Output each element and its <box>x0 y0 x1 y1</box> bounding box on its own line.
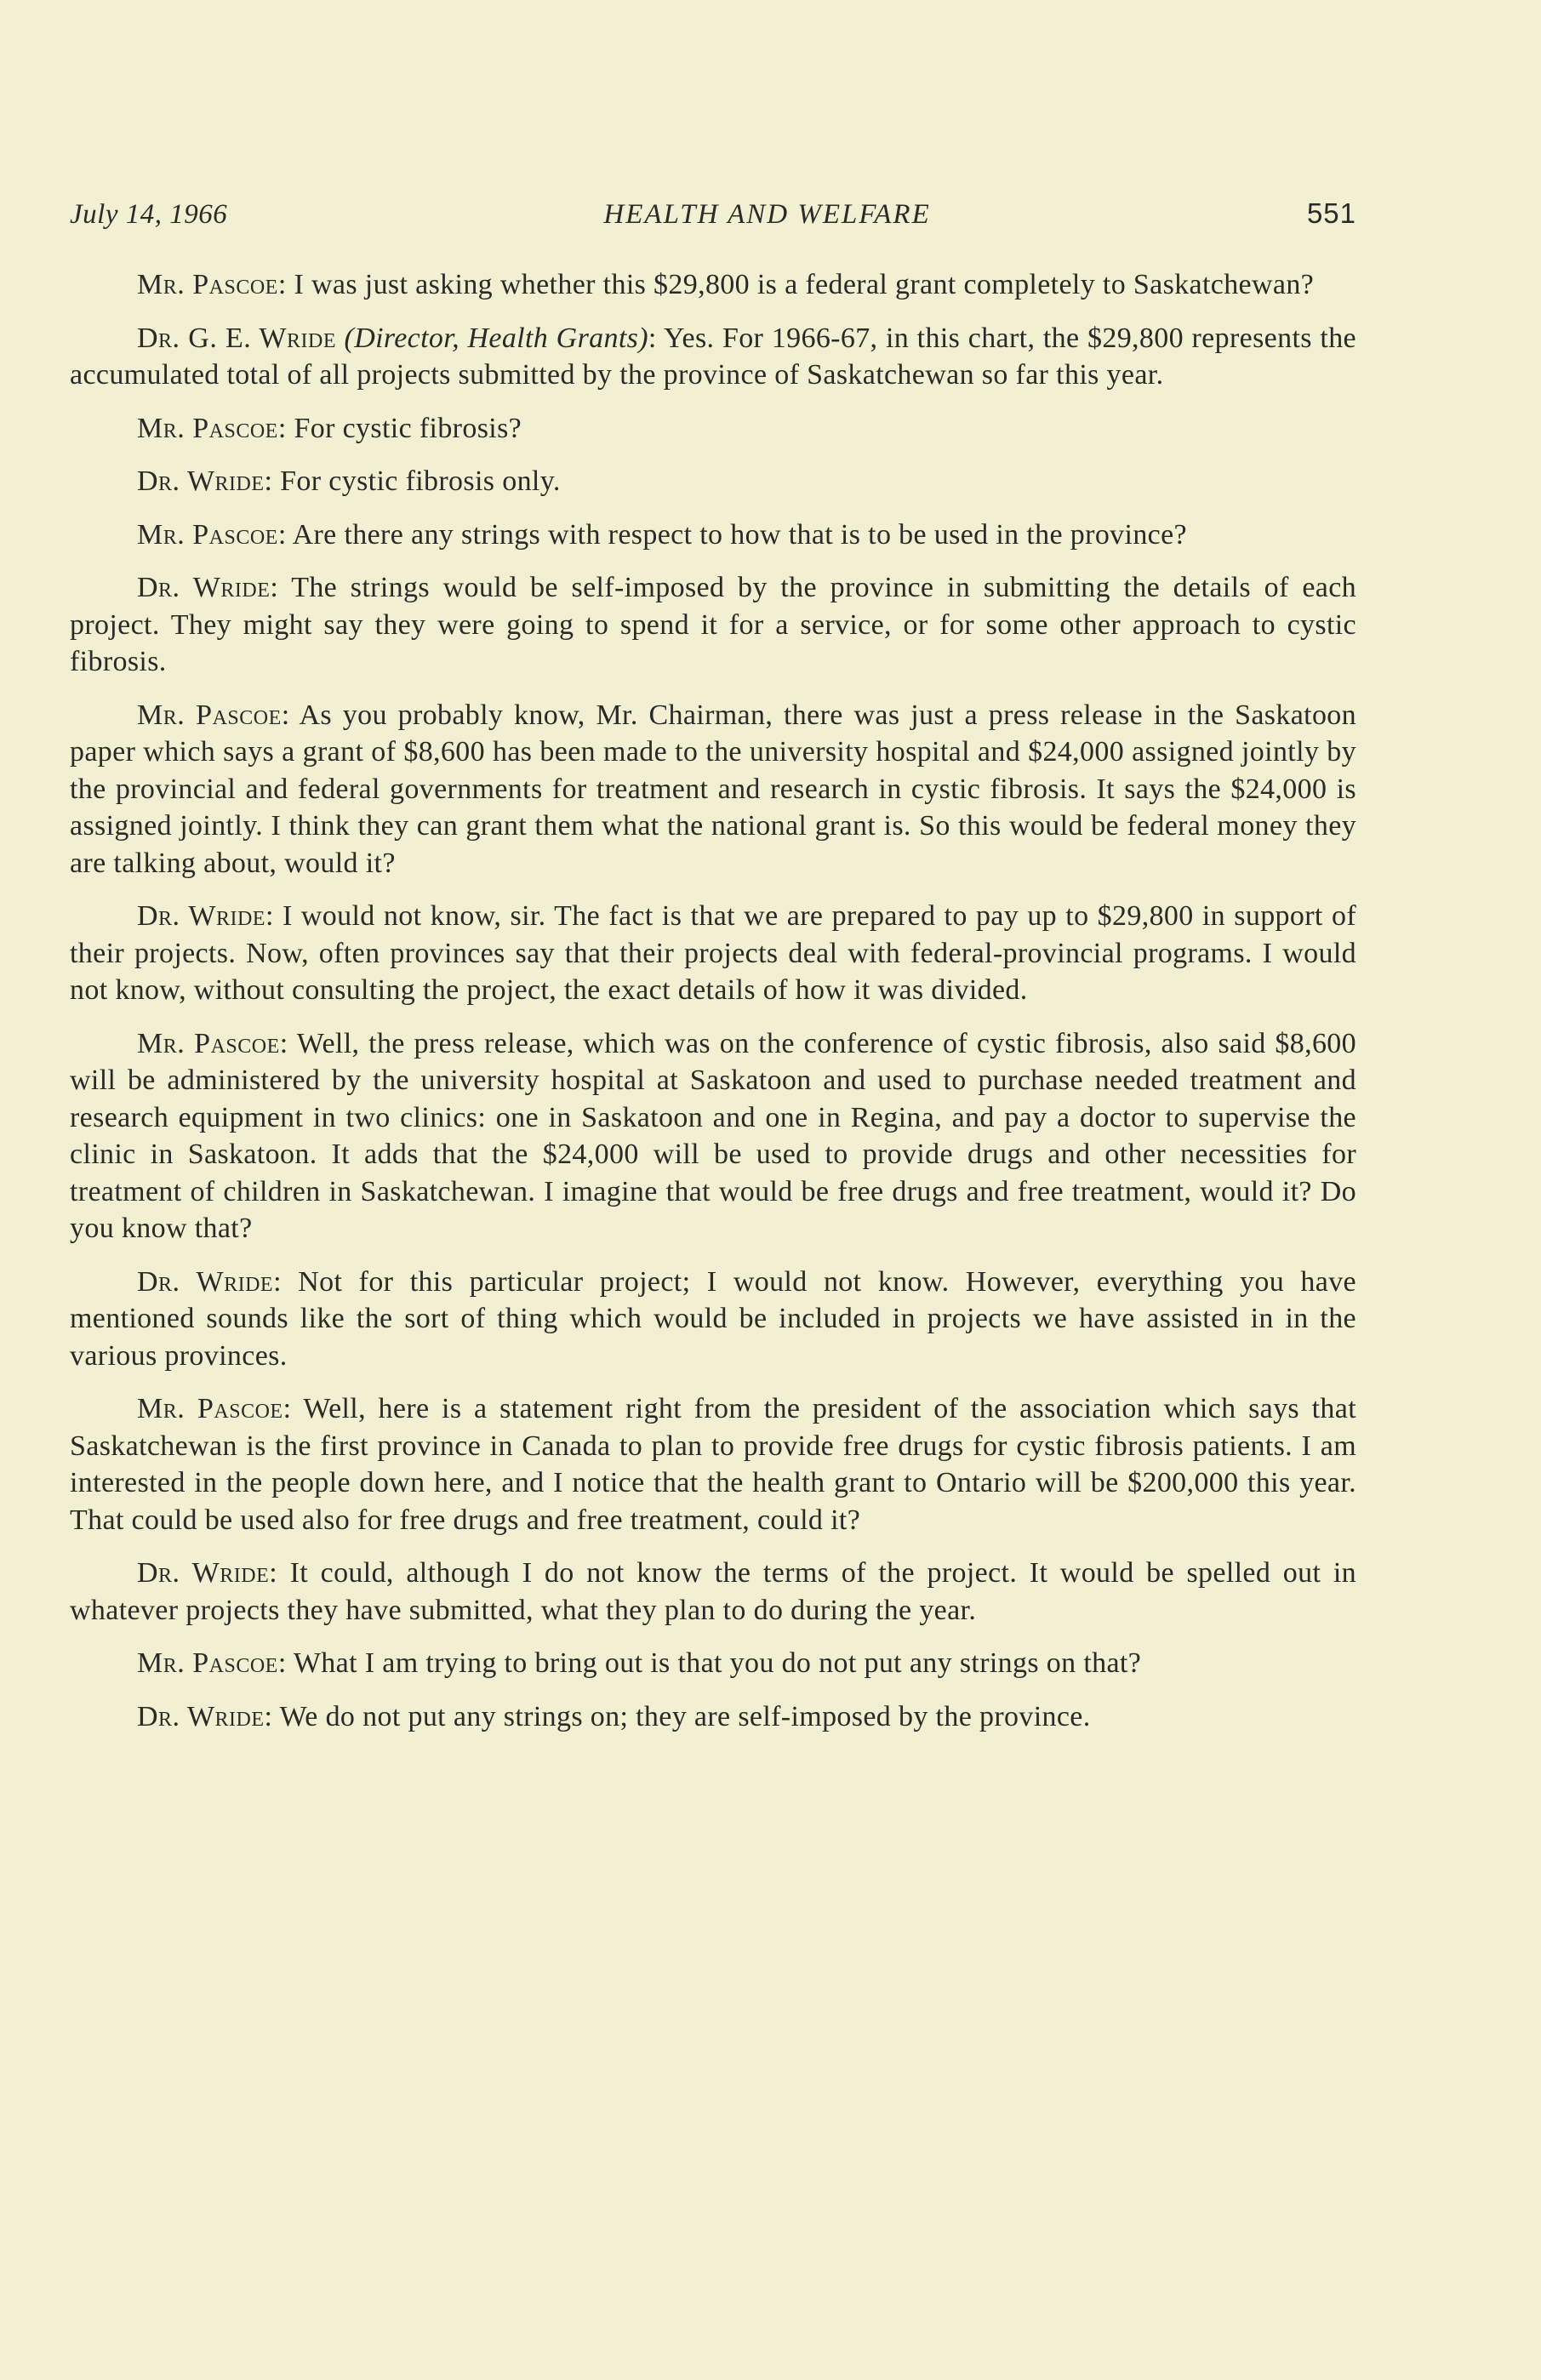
speech-text: What I am trying to bring out is that you do not put any strings on that? <box>286 1647 1142 1679</box>
speech-text: Well, the press release, which was on the conference of cystic fibrosis, also said $8,600 will be administered by the university hospital at Saskatoon and used to purchase needed treatment and research equipment in two clinics: one in Saskatoon and one in Regina, and pay a doctor to supervise the clinic in Saskatoon. It adds that the $24,000 will be used to provide drugs and other necessities for treatment of children in Saskatchewan. I imagine that would be free drugs and free treatment, would it? Do you know that? <box>70 1027 1357 1244</box>
speaker-colon: : <box>273 1265 282 1298</box>
speech-text: Well, here is a statement right from the president of the association which says that Saskatchewan is the first province in Canada to plan to provide free drugs for cystic fibrosis patients. I am interested in the people down here, and I notice that the health grant to Ontario will be $200,000 this year. That could be used also for free drugs and free treatment, could it? <box>70 1393 1356 1536</box>
speaker-name: Dr. Wride <box>137 465 265 497</box>
transcript-paragraph <box>70 898 1356 1009</box>
transcript-paragraph <box>70 463 1356 500</box>
speaker-name: Dr. Wride <box>137 900 265 932</box>
speaker-colon: : <box>277 269 287 300</box>
speech-text: For cystic fibrosis only. <box>272 465 561 497</box>
transcript-paragraph <box>70 1555 1356 1629</box>
running-header <box>70 197 1356 231</box>
transcript-paragraph <box>70 1025 1356 1247</box>
speaker-colon: : <box>277 518 287 551</box>
speaker-name: Mr. Pascoe <box>137 699 282 731</box>
speaker-colon: : <box>281 699 290 731</box>
transcript <box>70 266 1356 1735</box>
speaker-colon: : <box>277 412 287 444</box>
transcript-paragraph <box>70 266 1356 304</box>
speaker-name: Dr. G. E. Wride <box>137 322 336 354</box>
speaker-name: Mr. Pascoe <box>137 269 278 300</box>
transcript-paragraph <box>70 517 1356 554</box>
speaker-name: Dr. Wride <box>137 1700 265 1732</box>
transcript-paragraph <box>70 410 1356 448</box>
header-date: July 14, 1966 <box>70 199 228 230</box>
speaker-colon: : <box>264 465 273 497</box>
speaker-name: Mr. Pascoe <box>137 412 278 444</box>
speaker-name: Mr. Pascoe <box>137 1027 280 1059</box>
speaker-colon: : <box>277 1647 287 1679</box>
speaker-colon: : <box>279 1027 288 1059</box>
transcript-paragraph <box>70 569 1356 681</box>
speaker-colon: : <box>269 1557 278 1589</box>
header-title: HEALTH AND WELFARE <box>603 199 931 230</box>
page-body <box>70 197 1356 1751</box>
speech-text: Not for this particular project; I would not know. However, everything you have mentioned sounds like the sort of thing which would be included in projects we have assisted in in the various provinces. <box>70 1265 1357 1372</box>
transcript-paragraph <box>70 1390 1356 1538</box>
speech-text: For cystic fibrosis? <box>286 412 522 444</box>
speech-text: I would not know, sir. The fact is that we are prepared to pay up to $29,800 in support of their projects. Now, often provinces say that their projects deal with federal-provincial programs. I would not know, without consulting the project, the exact details of how it was divided. <box>70 900 1357 1006</box>
speaker-name: Dr. Wride <box>137 1557 270 1589</box>
speaker-colon: : <box>264 1700 273 1732</box>
speech-text: It could, although I do not know the terms of the project. It would be spelled out in whatever projects they have submitted, what they plan to do during the year. <box>70 1557 1356 1626</box>
speech-text: The strings would be self-imposed by the province in submitting the details of each project. They might say they were going to spend it for a service, or for some other approach to cystic fibrosis. <box>70 572 1356 677</box>
speech-text: I was just asking whether this $29,800 is a federal grant completely to Saskatchewan? <box>286 269 1315 300</box>
speaker-name: Dr. Wride <box>137 572 271 603</box>
speaker-name: Mr. Pascoe <box>137 1647 278 1679</box>
speech-text: Yes. For 1966-67, in this chart, the $29,800 represents the accumulated total of all projects submitted by the province of Saskatchewan so far this year. <box>70 322 1356 391</box>
transcript-paragraph <box>70 1698 1356 1736</box>
transcript-paragraph <box>70 1645 1356 1682</box>
speaker-name: Mr. Pascoe <box>137 518 278 551</box>
speaker-name: Mr. Pascoe <box>137 1393 283 1424</box>
speaker-colon: : <box>283 1393 292 1424</box>
speech-text: We do not put any strings on; they are self-imposed by the province. <box>272 1700 1091 1732</box>
transcript-paragraph <box>70 1264 1356 1375</box>
speaker-colon: : <box>270 572 279 603</box>
page-number: 551 <box>1306 197 1356 229</box>
speech-text: As you probably know, Mr. Chairman, there was just a press release in the Saskatoon paper which says a grant of $8,600 has been made to the university hospital and $24,000 assigned jointly by the provincial and federal governments for treatment and research in cystic fibrosis. It says the $24,000 is assigned jointly. I think they can grant them what the national grant is. So this would be federal money they are talking about, would it? <box>70 699 1356 879</box>
speaker-name: Dr. Wride <box>137 1265 274 1298</box>
transcript-paragraph <box>70 320 1356 394</box>
speaker-role: (Director, Health Grants) <box>344 322 648 354</box>
speaker-colon: : <box>265 900 274 932</box>
transcript-paragraph <box>70 697 1356 882</box>
speech-text: Are there any strings with respect to how that is to be used in the province? <box>286 518 1187 551</box>
speaker-colon: : <box>648 322 657 354</box>
